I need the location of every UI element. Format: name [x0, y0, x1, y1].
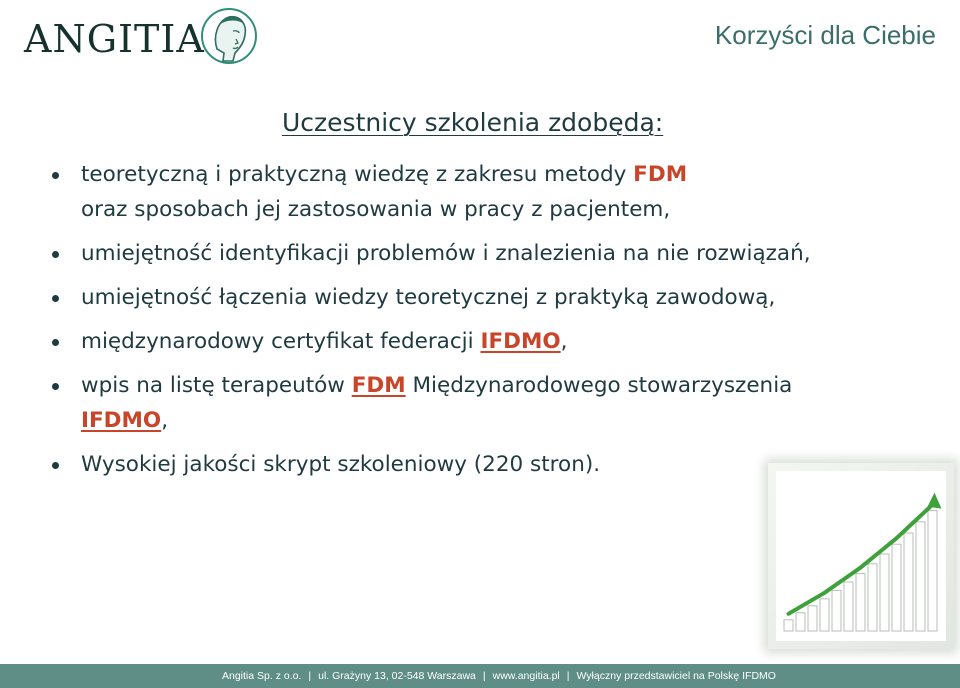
growth-bar — [844, 582, 853, 631]
bullet-text-end: , — [161, 408, 169, 433]
footer-bar — [0, 664, 960, 688]
bullet-text: umiejętność łączenia wiedzy teoretycznej z praktyką zawodową, — [81, 285, 776, 310]
highlight-fdm: FDM — [633, 162, 688, 187]
growth-bars-graphic — [776, 471, 946, 641]
growth-bar — [784, 620, 793, 631]
footer-company: Angitia Sp. z o.o. — [222, 670, 302, 682]
list-item — [52, 236, 932, 271]
footer-separator: | — [308, 670, 312, 682]
bullet-text: międzynarodowy certyfikat federacji — [81, 329, 481, 354]
bullet-dot — [52, 462, 59, 469]
bullet-text: umiejętność identyfikacji problemów i znalezienia na nie rozwiązań, — [81, 241, 811, 266]
growth-illustration-canvas — [776, 471, 946, 641]
bullet-dot — [52, 295, 59, 302]
benefits-list — [52, 157, 932, 491]
list-item — [52, 157, 932, 227]
growth-bar — [868, 564, 877, 631]
bullet-text: wpis na listę terapeutów — [81, 373, 352, 398]
bullet-dot — [52, 339, 59, 346]
bullet-text: Wysokiej jakości skrypt szkoleniowy (220 stron). — [81, 452, 601, 477]
growth-bar — [856, 574, 865, 631]
bullet-dot — [52, 251, 59, 258]
slide-corner-title: Korzyści dla Ciebie — [714, 20, 936, 50]
growth-bar — [880, 554, 889, 631]
goddess-head-icon — [199, 3, 259, 69]
growth-bar — [916, 522, 925, 631]
growth-bar — [904, 533, 913, 631]
growth-bar — [832, 590, 841, 631]
growth-bar — [892, 544, 901, 631]
highlight-ifdmo: IFDMO — [81, 408, 162, 433]
bullet-text: teoretyczną i praktyczną wiedzę z zakresu metody — [81, 162, 634, 187]
growth-bar — [928, 511, 937, 631]
list-item — [52, 280, 932, 315]
growth-illustration — [768, 463, 954, 649]
bullet-text-line2: oraz sposobach jej zastosowania w pracy z pacjentem, — [81, 197, 671, 222]
bullet-dot — [52, 383, 59, 390]
footer-separator: | — [566, 670, 570, 682]
footer-note: Wyłączny przedstawiciel na Polskę IFDMO — [576, 670, 776, 682]
growth-bar — [808, 606, 817, 631]
growth-arrow-head — [928, 493, 942, 509]
highlight-fdm: FDM — [351, 373, 406, 398]
list-item — [52, 368, 932, 438]
growth-bar — [796, 613, 805, 631]
highlight-ifdmo: IFDMO — [480, 329, 561, 354]
company-logo — [24, 4, 259, 74]
logo-text: ANGITIA — [24, 17, 205, 61]
footer-address: ul. Grażyny 13, 02-548 Warszawa — [318, 670, 476, 682]
footer-website-link[interactable]: www.angitia.pl — [492, 670, 560, 682]
section-title: Uczestnicy szkolenia zdobędą: — [282, 108, 664, 137]
bullet-text-end: , — [560, 329, 568, 354]
bullet-text-mid: Międzynarodowego stowarzyszenia — [405, 373, 793, 398]
list-item — [52, 324, 932, 359]
footer-text — [222, 670, 776, 682]
bullet-dot — [52, 172, 59, 179]
footer-separator: | — [482, 670, 486, 682]
growth-bar — [820, 599, 829, 631]
